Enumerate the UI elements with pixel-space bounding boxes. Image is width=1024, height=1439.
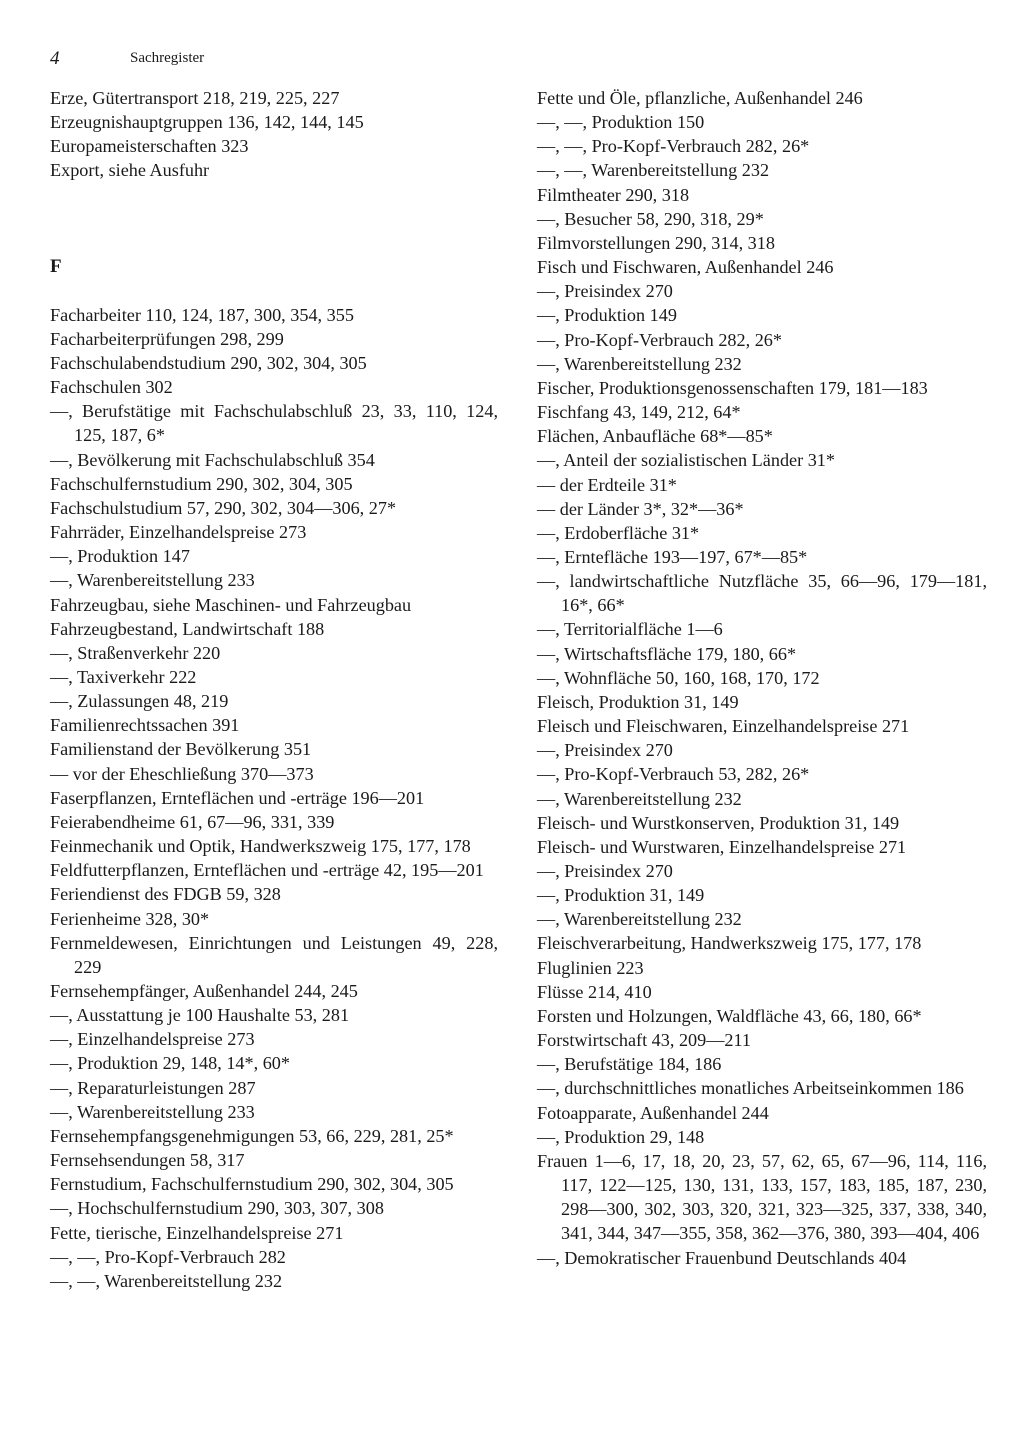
index-entry: —, Straßenverkehr 220: [50, 642, 221, 663]
index-entry: — vor der Eheschließung 370—373: [50, 763, 314, 784]
index-entry: —, Produktion 31, 149: [537, 885, 705, 906]
index-entry: Fernstudium, Fachschulfernstudium 290, 302, 304, 305: [50, 1174, 454, 1195]
index-entry: Fleisch, Produktion 31, 149: [537, 691, 739, 712]
index-entry: Fernsehempfänger, Außenhandel 244, 245: [50, 981, 358, 1001]
index-entry: Fleisch- und Wurstwaren, Einzelhandelspreise 271: [537, 836, 907, 857]
index-entry-list: [50, 303, 498, 1293]
index-entry: Fachschulabendstudium 290, 302, 304, 305: [50, 352, 367, 373]
index-entry: —, Taxiverkehr 222: [50, 666, 197, 687]
index-entry: Facharbeiter 110, 124, 187, 300, 354, 355: [50, 304, 354, 325]
index-entry: —, Berufstätige mit Fachschulabschluß 23, 33, 110, 124, 125, 187, 6*: [50, 401, 498, 446]
section-spacer: [50, 183, 498, 255]
index-entry: —, Warenbereitstellung 232: [537, 909, 742, 930]
index-entry: Fachschulfernstudium 290, 302, 304, 305: [50, 473, 353, 494]
index-entry: —, Zulassungen 48, 219: [50, 691, 229, 712]
index-entry: Fette, tierische, Einzelhandelspreise 271: [50, 1222, 344, 1243]
index-entry: —, landwirtschaftliche Nutzfläche 35, 66—96, 179—181, 16*, 66*: [537, 571, 987, 616]
index-entry: Europameisterschaften 323: [50, 136, 249, 157]
index-entry: —, Produktion 149: [537, 305, 677, 326]
index-entry: Fernsehsendungen 58, 317: [50, 1150, 245, 1171]
index-entry: Fleisch und Fleischwaren, Einzelhandelspreise 271: [537, 716, 910, 737]
index-entry: Fachschulen 302: [50, 377, 173, 398]
page-number: 4: [50, 48, 60, 69]
index-entry: Filmvorstellungen 290, 314, 318: [537, 232, 775, 253]
index-entry: —, Erdoberfläche 31*: [537, 522, 700, 543]
index-entry: —, Erntefläche 193—197, 67*—85*: [537, 546, 808, 567]
index-entry: Fernmeldewesen, Einrichtungen und Leistungen 49, 228, 229: [50, 932, 498, 977]
index-entry: Fette und Öle, pflanzliche, Außenhandel 246: [537, 88, 863, 108]
index-entry: —, —, Warenbereitstellung 232: [50, 1270, 283, 1291]
running-head: Sachregister: [130, 50, 205, 66]
index-entry: Fleischverarbeitung, Handwerkszweig 175, 177, 178: [537, 933, 922, 954]
index-entry: Facharbeiterprüfungen 298, 299: [50, 328, 284, 349]
index-entry: —, Produktion 147: [50, 546, 190, 567]
section-letter: F: [50, 255, 62, 277]
index-entry: —, Warenbereitstellung 233: [50, 570, 255, 591]
index-entry: Feinmechanik und Optik, Handwerkszweig 175, 177, 178: [50, 836, 471, 857]
index-entry: —, Warenbereitstellung 232: [537, 788, 742, 809]
index-entry: —, Pro-Kopf-Verbrauch 53, 282, 26*: [537, 764, 810, 785]
index-entry: Flächen, Anbaufläche 68*—85*: [537, 426, 773, 447]
index-entry: Faserpflanzen, Ernteflächen und -erträge 196—201: [50, 787, 425, 808]
index-column-right: [537, 86, 987, 1270]
index-entry: —, Besucher 58, 290, 318, 29*: [537, 208, 764, 229]
index-column-left: [50, 86, 498, 1293]
index-entry: Familienrechtssachen 391: [50, 715, 240, 736]
index-entry: Frauen 1—6, 17, 18, 20, 23, 57, 62, 65, 67—96, 114, 116, 117, 122—125, 130, 131, 133, 157, 183, 185, 187, 230, 298—300, 302, 303, 320, 321, 323—325, 337, 338, 340, 341, 344, 347—355, 358, 362—376, 380, 393—404, 406: [537, 1150, 987, 1244]
index-entry: — der Erdteile 31*: [537, 474, 677, 495]
index-entry: —, Preisindex 270: [537, 861, 673, 881]
index-entry: Filmtheater 290, 318: [537, 184, 690, 205]
index-entry: —, Wirtschaftsfläche 179, 180, 66*: [537, 643, 797, 664]
index-entry: Fisch und Fischwaren, Außenhandel 246: [537, 257, 834, 278]
index-entry: Fotoapparate, Außenhandel 244: [537, 1102, 769, 1123]
index-entry: —, Territorialfläche 1—6: [537, 619, 723, 640]
index-entry: Fleisch- und Wurstkonserven, Produktion 31, 149: [537, 812, 900, 833]
index-entry: —, —, Pro-Kopf-Verbrauch 282: [50, 1246, 286, 1267]
index-entry: —, Ausstattung je 100 Haushalte 53, 281: [50, 1005, 350, 1026]
index-entry: Feldfutterpflanzen, Ernteflächen und -erträge 42, 195—201: [50, 860, 484, 881]
index-entry: —, Produktion 29, 148, 14*, 60*: [50, 1053, 290, 1074]
index-entry: Forsten und Holzungen, Waldfläche 43, 66, 180, 66*: [537, 1005, 922, 1026]
index-entry: Fischer, Produktionsgenossenschaften 179, 181—183: [537, 377, 928, 398]
index-entry: —, Anteil der sozialistischen Länder 31*: [537, 450, 835, 471]
index-entry: —, —, Pro-Kopf-Verbrauch 282, 26*: [537, 136, 810, 157]
index-entry: Feierabendheime 61, 67—96, 331, 339: [50, 811, 335, 832]
index-entry: —, Produktion 29, 148: [537, 1126, 705, 1147]
index-entry: Fernsehempfangsgenehmigungen 53, 66, 229, 281, 25*: [50, 1125, 454, 1146]
index-entry: —, durchschnittliches monatliches Arbeitseinkommen 186: [537, 1078, 964, 1099]
index-entry: —, Warenbereitstellung 232: [537, 353, 742, 374]
section-spacer: [50, 279, 498, 303]
index-entry: Erze, Gütertransport 218, 219, 225, 227: [50, 88, 340, 108]
index-entry: Forstwirtschaft 43, 209—211: [537, 1030, 752, 1051]
index-entry: —, Reparaturleistungen 287: [50, 1077, 256, 1098]
index-entry: Erzeugnishauptgruppen 136, 142, 144, 145: [50, 112, 364, 133]
index-entry: Ferienheime 328, 30*: [50, 908, 210, 929]
index-entry: Fluglinien 223: [537, 957, 644, 978]
index-entry: Familienstand der Bevölkerung 351: [50, 739, 312, 760]
index-entry: —, Preisindex 270: [537, 281, 673, 302]
index-entry: Fahrzeugbau, siehe Maschinen- und Fahrzeugbau: [50, 594, 412, 615]
index-entry: —, Berufstätige 184, 186: [537, 1054, 722, 1075]
index-entry: —, Warenbereitstellung 233: [50, 1101, 255, 1122]
index-entry: Fischfang 43, 149, 212, 64*: [537, 402, 741, 423]
index-entry: Export, siehe Ausfuhr: [50, 160, 210, 181]
index-entry: —, Einzelhandelspreise 273: [50, 1029, 255, 1050]
index-entry: — der Länder 3*, 32*—36*: [537, 498, 744, 519]
index-entry: —, —, Warenbereitstellung 232: [537, 160, 770, 181]
index-entry: Fahrräder, Einzelhandelspreise 273: [50, 522, 307, 543]
index-entry: Feriendienst des FDGB 59, 328: [50, 884, 281, 905]
index-entry: —, Hochschulfernstudium 290, 303, 307, 308: [50, 1198, 384, 1219]
index-entry: —, —, Produktion 150: [537, 112, 705, 133]
index-entry: Flüsse 214, 410: [537, 981, 652, 1002]
index-entry: Fahrzeugbestand, Landwirtschaft 188: [50, 618, 325, 639]
index-entry: —, Wohnfläche 50, 160, 168, 170, 172: [537, 667, 820, 688]
index-entry: —, Bevölkerung mit Fachschulabschluß 354: [50, 449, 375, 470]
index-entry: —, Demokratischer Frauenbund Deutschlands 404: [537, 1247, 907, 1268]
index-entry: —, Preisindex 270: [537, 740, 673, 761]
index-entry: Fachschulstudium 57, 290, 302, 304—306, 27*: [50, 497, 397, 518]
index-entry-list: [537, 86, 987, 1270]
index-entry: —, Pro-Kopf-Verbrauch 282, 26*: [537, 329, 782, 350]
